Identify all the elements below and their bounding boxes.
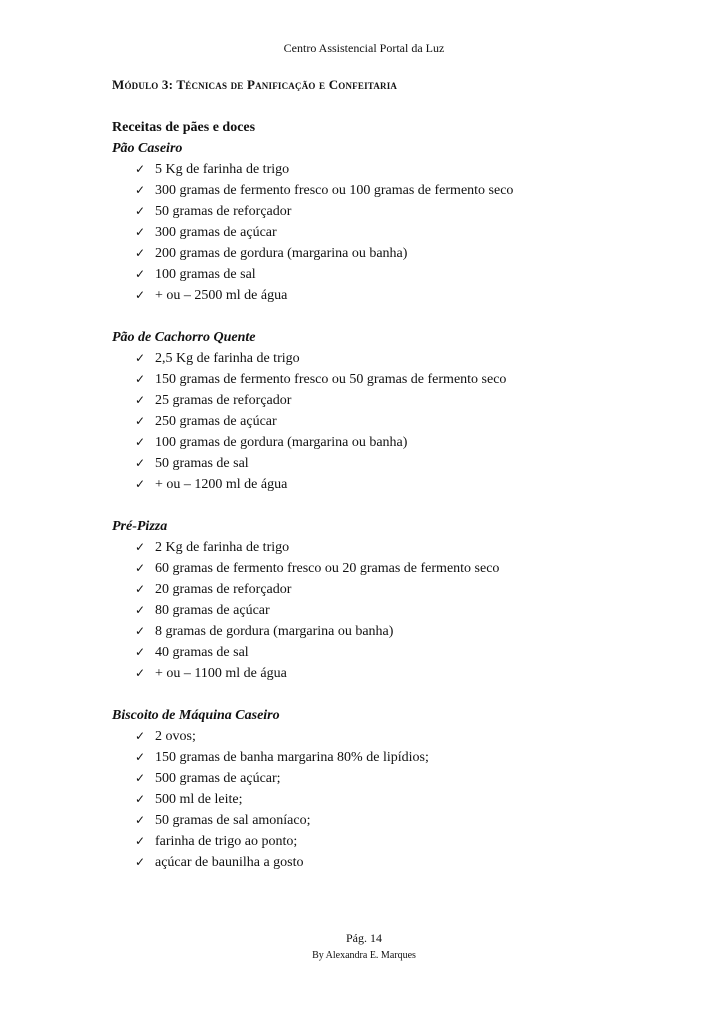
ingredient-item [112,579,672,600]
check-icon: ✓ [135,435,146,449]
ingredient-text: 2 ovos; [155,729,196,744]
recipe-pao-cachorro-quente [112,327,672,495]
ingredient-item [112,243,672,264]
section-title: Receitas de pães e doces [112,120,256,135]
ingredient-text: 20 gramas de reforçador [155,582,292,597]
module-title: Módulo 3: Técnicas de Panificação e Confeitaria [112,77,398,92]
check-icon: ✓ [135,582,146,596]
recipe-biscoito-maquina [112,705,672,873]
check-icon: ✓ [135,225,146,239]
check-icon: ✓ [135,729,146,743]
ingredient-item [112,642,672,663]
ingredient-list [112,159,672,306]
ingredient-text: 50 gramas de sal amoníaco; [155,813,311,828]
check-icon: ✓ [135,288,146,302]
ingredient-text: + ou – 1100 ml de água [155,666,287,681]
check-icon: ✓ [135,246,146,260]
recipe-name: Pão de Cachorro Quente [112,330,256,345]
check-icon: ✓ [135,540,146,554]
ingredient-item [112,453,672,474]
ingredient-text: 80 gramas de açúcar [155,603,270,618]
ingredient-item [112,369,672,390]
check-icon: ✓ [135,834,146,848]
ingredient-text: 150 gramas de fermento fresco ou 50 gramas de fermento seco [155,372,507,387]
check-icon: ✓ [135,183,146,197]
check-icon: ✓ [135,477,146,491]
ingredient-item [112,726,672,747]
check-icon: ✓ [135,414,146,428]
ingredient-item [112,348,672,369]
ingredient-item [112,180,672,201]
ingredient-item [112,600,672,621]
ingredient-text: 300 gramas de açúcar [155,225,277,240]
ingredient-text: 25 gramas de reforçador [155,393,292,408]
check-icon: ✓ [135,351,146,365]
ingredient-item [112,747,672,768]
recipe-pao-caseiro [112,138,672,306]
ingredient-item [112,663,672,684]
ingredient-text: açúcar de baunilha a gosto [155,855,304,870]
ingredient-text: 50 gramas de reforçador [155,204,292,219]
ingredient-text: 5 Kg de farinha de trigo [155,162,290,177]
ingredient-list [112,348,672,495]
recipe-pre-pizza [112,516,672,684]
check-icon: ✓ [135,267,146,281]
check-icon: ✓ [135,372,146,386]
check-icon: ✓ [135,771,146,785]
ingredient-text: 50 gramas de sal [155,456,249,471]
ingredient-text: 60 gramas de fermento fresco ou 20 gramas de fermento seco [155,561,500,576]
check-icon: ✓ [135,561,146,575]
footer-author: By Alexandra E. Marques [312,950,416,961]
ingredient-list [112,537,672,684]
check-icon: ✓ [135,792,146,806]
ingredient-text: 250 gramas de açúcar [155,414,277,429]
ingredient-text: 500 ml de leite; [155,792,243,807]
recipe-name: Pré-Pizza [112,519,168,534]
recipe-name: Pão Caseiro [112,141,183,156]
ingredient-text: 300 gramas de fermento fresco ou 100 gramas de fermento seco [155,183,514,198]
ingredient-item [112,768,672,789]
ingredient-text: + ou – 2500 ml de água [155,288,288,303]
ingredient-text: 150 gramas de banha margarina 80% de lipídios; [155,750,429,765]
check-icon: ✓ [135,666,146,680]
ingredient-text: 100 gramas de gordura (margarina ou banha) [155,435,408,450]
ingredient-text: 40 gramas de sal [155,645,249,660]
check-icon: ✓ [135,855,146,869]
ingredient-item [112,222,672,243]
ingredient-item [112,390,672,411]
ingredient-item [112,285,672,306]
ingredient-item [112,264,672,285]
ingredient-item [112,852,672,873]
ingredient-item [112,831,672,852]
check-icon: ✓ [135,624,146,638]
check-icon: ✓ [135,603,146,617]
document-body [112,117,672,894]
check-icon: ✓ [135,393,146,407]
check-icon: ✓ [135,162,146,176]
ingredient-text: 200 gramas de gordura (margarina ou banha) [155,246,408,261]
ingredient-item [112,789,672,810]
check-icon: ✓ [135,456,146,470]
ingredient-item [112,537,672,558]
ingredient-text: 500 gramas de açúcar; [155,771,281,786]
check-icon: ✓ [135,204,146,218]
ingredient-text: + ou – 1200 ml de água [155,477,288,492]
ingredient-text: 100 gramas de sal [155,267,256,282]
ingredient-item [112,201,672,222]
ingredient-item [112,621,672,642]
ingredient-text: 2,5 Kg de farinha de trigo [155,351,300,366]
check-icon: ✓ [135,813,146,827]
check-icon: ✓ [135,750,146,764]
ingredient-text: 2 Kg de farinha de trigo [155,540,290,555]
ingredient-text: 8 gramas de gordura (margarina ou banha) [155,624,394,639]
ingredient-list [112,726,672,873]
ingredient-item [112,411,672,432]
ingredient-item [112,558,672,579]
page-number: Pág. 14 [346,931,382,945]
ingredient-item [112,432,672,453]
ingredient-item [112,474,672,495]
page-header: Centro Assistencial Portal da Luz [283,41,445,55]
check-icon: ✓ [135,645,146,659]
recipe-name: Biscoito de Máquina Caseiro [112,708,280,723]
ingredient-item [112,810,672,831]
ingredient-item [112,159,672,180]
ingredient-text: farinha de trigo ao ponto; [155,834,298,849]
